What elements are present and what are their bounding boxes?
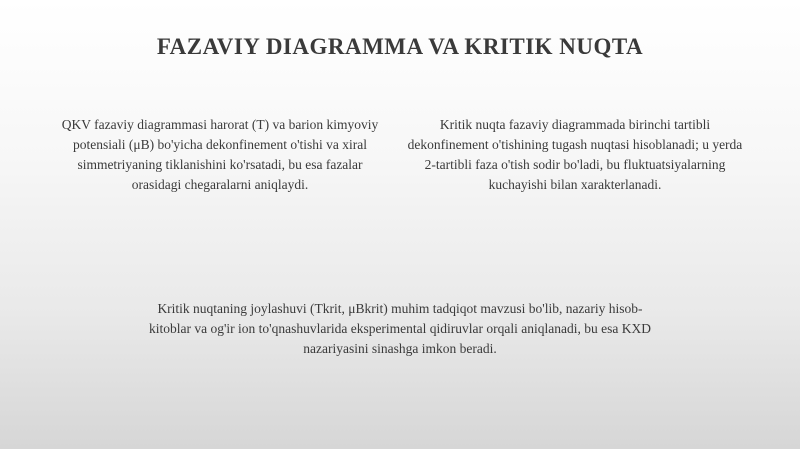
paragraph-right: Kritik nuqta fazaviy diagrammada birinchi tartibli dekonfinement o'tishining tugash nuqtasi hisoblanadi; u yerda 2-tartibli faza o'tish sodir bo'ladi, bu fluktuatsiyalarning kuchayishi bilan xarakterlanadi. [407, 117, 743, 192]
paragraph-left: QKV fazaviy diagrammasi harorat (T) va barion kimyoviy potensiali (μB) bo'yicha dekonfinement o'tishi va xiral simmetriyaning tiklanishini ko'rsatadi, bu esa fazalar orasidagi chegaralarni aniqlaydi. [61, 117, 379, 192]
paragraph-bottom: Kritik nuqtaning joylashuvi (Tkrit, μBkrit) muhim tadqiqot mavzusi bo'lib, nazariy hisob-kitoblar va og'ir ion to'qnashuvlarida eksperimental qidiruvlar orqali aniqlanadi, bu esa KXD nazariyasini sinashga imkon beradi. [149, 301, 651, 356]
slide-title: FAZAVIY DIAGRAMMA VA KRITIK NUQTA [156, 34, 644, 59]
